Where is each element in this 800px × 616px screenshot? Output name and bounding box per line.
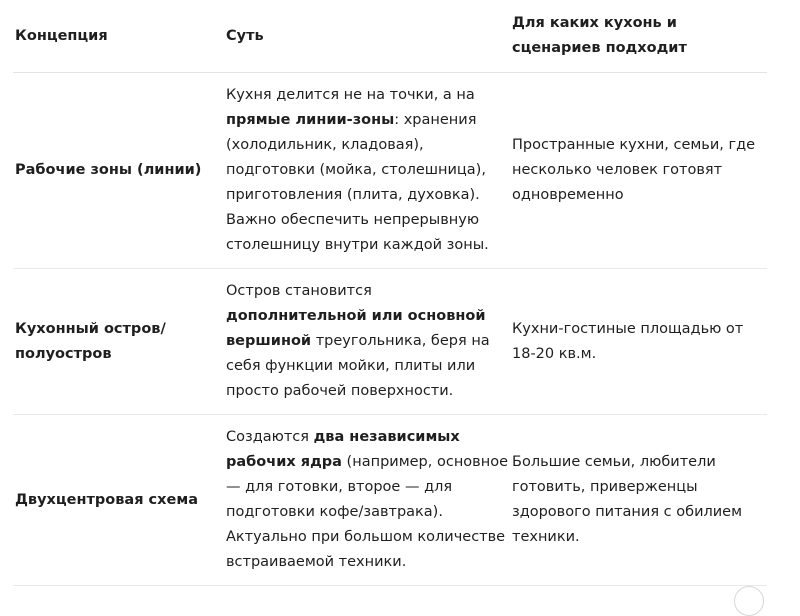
table-row — [13, 415, 767, 586]
essence-cell — [224, 415, 510, 586]
essence-text: Кухня делится не на точки, а на — [226, 87, 475, 103]
essence-text: Создаются — [226, 429, 314, 445]
essence-cell — [224, 73, 510, 269]
table-row — [13, 269, 767, 415]
essence-highlight: дополнительной или основной вершиной — [226, 308, 486, 349]
table-header-row — [13, 0, 767, 73]
header-suitable: Для каких кухонь и сценариев подходит — [510, 0, 767, 73]
suitable-cell: Пространные кухни, семьи, где несколько человек готовят одновременно — [510, 73, 767, 269]
suitable-cell: Кухни-гостиные площадью от 18-20 кв.м. — [510, 269, 767, 415]
header-essence: Суть — [224, 0, 510, 73]
essence-text: треугольника, беря на себя функции мойки, плиты или просто рабочей поверхности. — [226, 333, 490, 399]
essence-cell — [224, 269, 510, 415]
concept-cell: Рабочие зоны (линии) — [13, 73, 224, 269]
concept-cell: Двухцентровая схема — [13, 415, 224, 586]
suitable-cell: Большие семьи, любители готовить, приверженцы здорового питания с обилием техники. — [510, 415, 767, 586]
essence-text: : хранения (холодильник, кладовая), подготовки (мойка, столешница), приготовления (плита, духовка). Важно обеспечить непрерывную столешницу внутри каждой зоны. — [226, 112, 489, 253]
concepts-table — [13, 0, 767, 586]
essence-text: Остров становится — [226, 283, 372, 299]
essence-highlight: прямые линии-зоны — [226, 112, 395, 128]
table-row — [13, 73, 767, 269]
essence-highlight: два независимых рабочих ядра — [226, 429, 460, 470]
concept-cell: Кухонный остров/полуостров — [13, 269, 224, 415]
essence-text: (например, основное — для готовки, второе — для подготовки кофе/завтрака). Актуально при большом количестве встраиваемой техники. — [226, 454, 508, 570]
scroll-down-button[interactable] — [734, 586, 764, 616]
header-concept: Концепция — [13, 0, 224, 73]
